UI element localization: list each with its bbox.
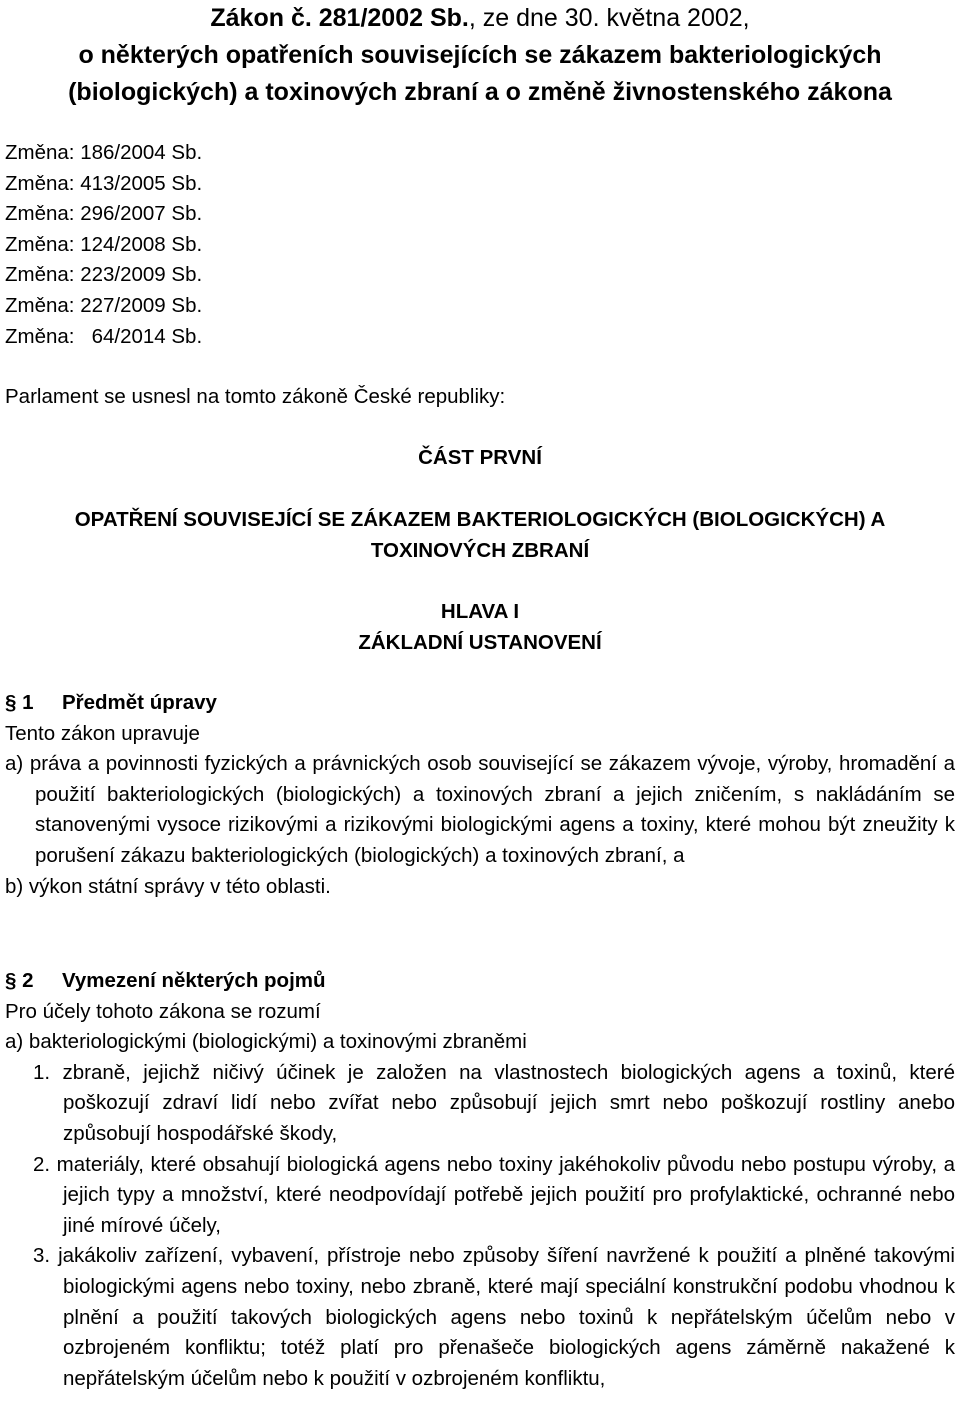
title-line-2: o některých opatřeních souvisejících se zákazem bakteriologických bbox=[78, 41, 882, 69]
title-line-1 bbox=[0, 0, 960, 37]
document-title bbox=[0, 0, 960, 111]
section-2-item-a: a) bakteriologickými (biologickými) a toxinovými zbraněmi bbox=[5, 1030, 527, 1054]
amendment-item: Změna: 413/2005 Sb. bbox=[5, 171, 203, 195]
law-number: Zákon č. 281/2002 Sb. bbox=[210, 4, 469, 32]
part-title-line-1: OPATŘENÍ SOUVISEJÍCÍ SE ZÁKAZEM BAKTERIOLOGICKÝCH (BIOLOGICKÝCH) A bbox=[74, 508, 886, 531]
amendment-item: Změna: 296/2007 Sb. bbox=[5, 202, 203, 226]
law-date: , ze dne 30. května 2002, bbox=[468, 4, 750, 32]
amendment-item: Změna: 223/2009 Sb. bbox=[5, 263, 203, 287]
part-title-line-2: TOXINOVÝCH ZBRANÍ bbox=[370, 538, 590, 562]
section-1-lead: Tento zákon upravuje bbox=[5, 721, 200, 745]
section-2-lead: Pro účely tohoto zákona se rozumí bbox=[5, 999, 321, 1023]
amendment-item: Změna: 64/2014 Sb. bbox=[5, 324, 203, 348]
section-1-item-a: a) práva a povinnosti fyzických a právnických osob související se zákazem vývoje, výroby, hromadění a použití bakteriologických (biologických) a toxinových zbraní a jejich zničením, s nakládáním se stanovenými vysoce rizikovými a rizikovými biologickými agens a toxiny, které mohou být zneužity k porušení zákazu bakteriologických (biologických) a toxinových zbraní, a bbox=[5, 752, 955, 867]
section-2 bbox=[5, 966, 955, 1394]
title-line-3: (biologických) a toxinových zbraní a o změně živnostenského zákona bbox=[68, 78, 892, 106]
amendment-item: Změna: 186/2004 Sb. bbox=[5, 141, 203, 164]
list-item: 3. jakákoliv zařízení, vybavení, přístroje nebo způsoby šíření navržené k použití a plněné takovými biologickými agens nebo toxiny, nebo zbraně, které mají speciální konstrukční podobu vhodnou k plnění a použití takových biologických agens nebo toxinů k nepřátelským účelům nebo v ozbrojeném konfliktu; totéž platí pro přenašeče biologických agens záměrně nakažené k nepřátelským účelům nebo k použití v ozbrojeném konfliktu, bbox=[33, 1244, 955, 1390]
section-1-item-b: b) výkon státní správy v této oblasti. bbox=[5, 874, 331, 898]
part-heading: ČÁST PRVNÍ bbox=[418, 446, 542, 469]
head-title: ZÁKLADNÍ USTANOVENÍ bbox=[358, 630, 602, 654]
amendments-list bbox=[5, 138, 955, 352]
head-heading bbox=[0, 597, 960, 658]
section-1 bbox=[5, 688, 955, 902]
amendment-item: Změna: 124/2008 Sb. bbox=[5, 232, 203, 256]
enactment-clause: Parlament se usnesl na tomto zákoně České republiky: bbox=[5, 385, 506, 408]
amendment-item: Změna: 227/2009 Sb. bbox=[5, 293, 203, 317]
section-1-heading: § 1 Předmět úpravy bbox=[5, 691, 217, 714]
list-item: 1. zbraně, jejichž ničivý účinek je založen na vlastnostech biologických agens a toxinů, které poškozují zdraví lidí nebo zvířat nebo způsobují jejich smrt nebo poškozují rostliny anebo způsobují hospodářské škody, bbox=[33, 1060, 955, 1145]
section-2-heading: § 2 Vymezení některých pojmů bbox=[5, 969, 326, 992]
head-label: HLAVA I bbox=[440, 600, 520, 623]
section-2-subitems bbox=[5, 1058, 955, 1395]
list-item: 2. materiály, které obsahují biologická agens nebo toxiny jakéhokoliv původu nebo postupu výroby, a jejich typy a množství, které neodpovídají potřebě jejich použití pro profylaktické, ochranné nebo jiné mírové účely, bbox=[33, 1152, 955, 1237]
part-title bbox=[0, 505, 960, 566]
